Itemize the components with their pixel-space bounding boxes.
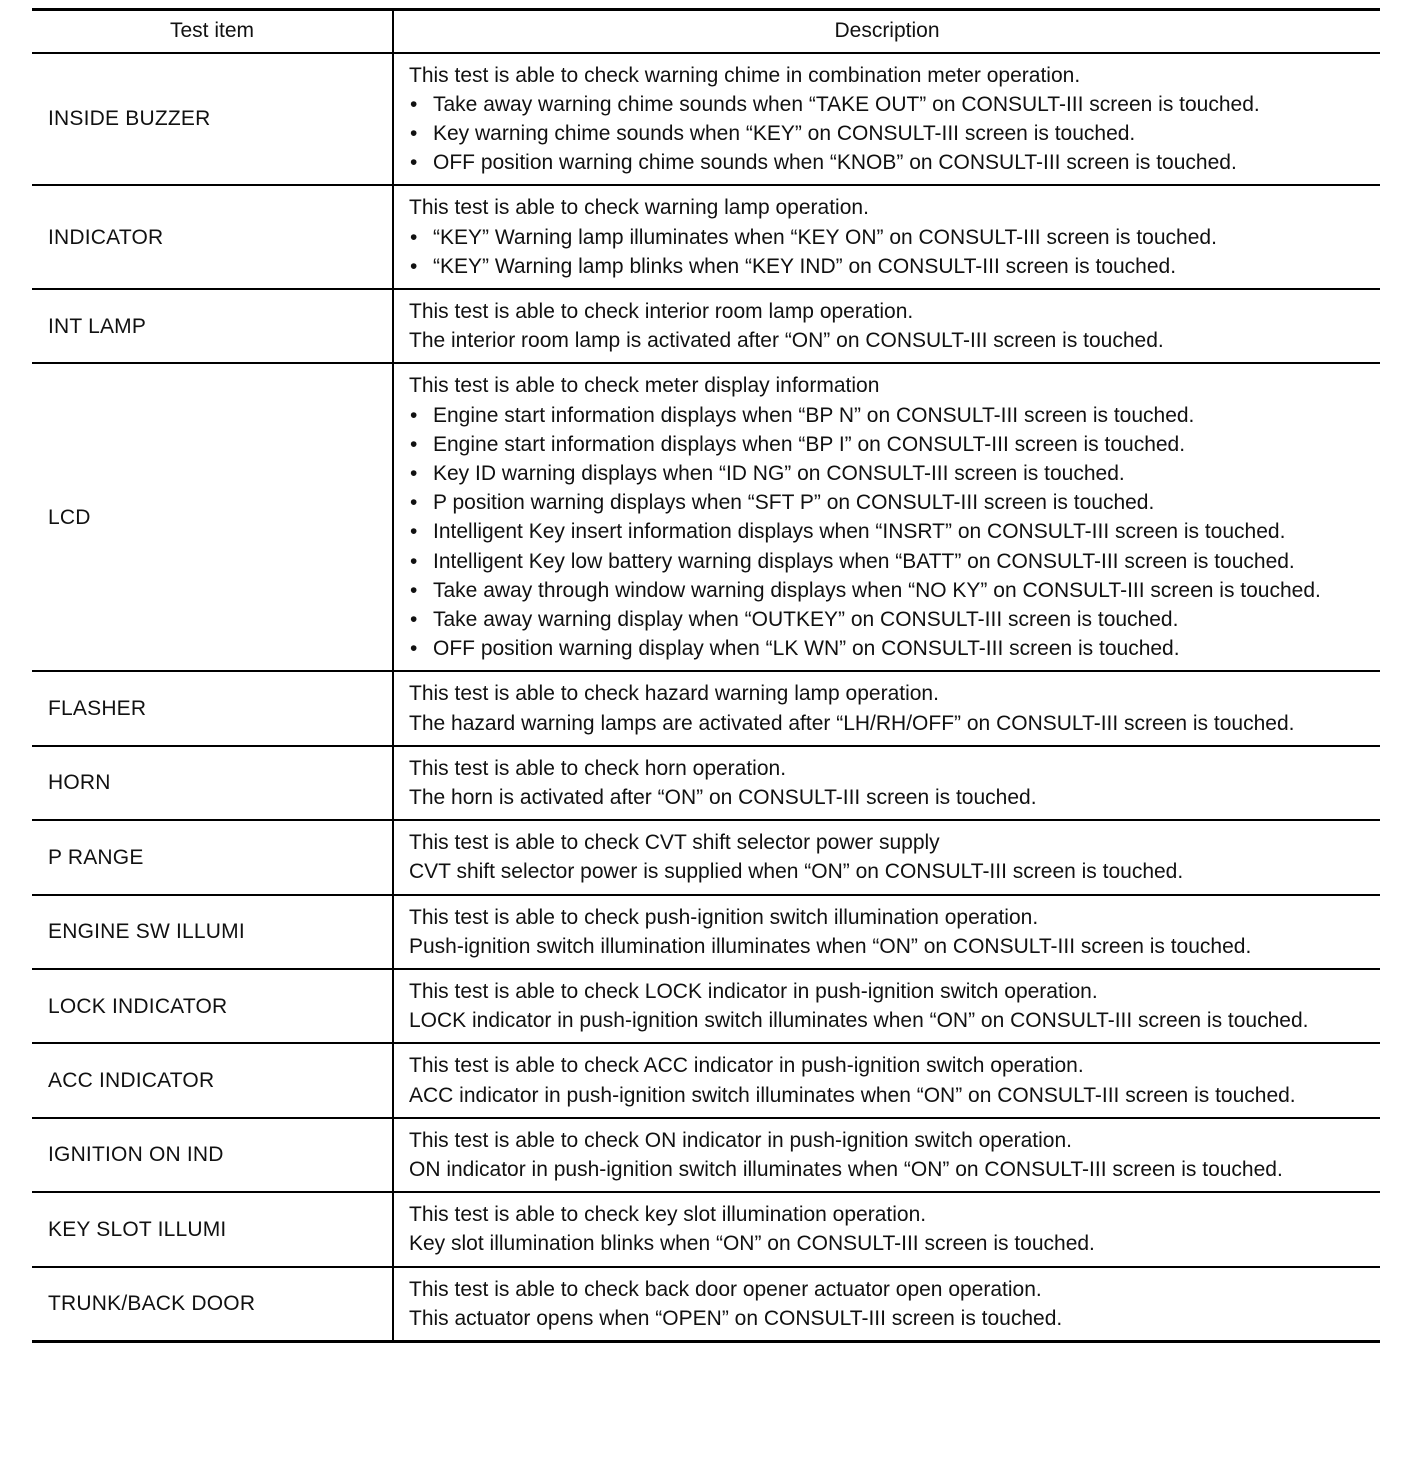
table-row xyxy=(32,363,1380,671)
test-item-cell: TRUNK/BACK DOOR xyxy=(32,1267,393,1342)
table-row xyxy=(32,53,1380,186)
description-bullet-item: • Engine start information displays when “BP N” on CONSULT-III screen is touched. xyxy=(409,401,1374,430)
table-row xyxy=(32,969,1380,1043)
test-item-cell: LOCK INDICATOR xyxy=(32,969,393,1043)
description-bullet-item: • Key ID warning displays when “ID NG” on CONSULT-III screen is touched. xyxy=(409,459,1374,488)
description-line: This test is able to check push-ignition switch illumination operation. xyxy=(409,905,1039,929)
description-cell xyxy=(393,53,1380,186)
description-line: This actuator opens when “OPEN” on CONSULT-III screen is touched. xyxy=(409,1306,1063,1330)
description-line: This test is able to check interior room lamp operation. xyxy=(409,299,914,323)
table-body xyxy=(32,53,1380,1342)
test-item-cell: INT LAMP xyxy=(32,289,393,363)
description-bullet-item: • Take away warning chime sounds when “TAKE OUT” on CONSULT-III screen is touched. xyxy=(409,90,1374,119)
description-bullet-item: • Take away warning display when “OUTKEY” on CONSULT-III screen is touched. xyxy=(409,605,1374,634)
test-item-cell: LCD xyxy=(32,363,393,671)
test-item-cell: ACC INDICATOR xyxy=(32,1043,393,1117)
test-item-cell: FLASHER xyxy=(32,671,393,745)
description-cell xyxy=(393,1192,1380,1266)
description-line: This test is able to check ACC indicator in push-ignition switch operation. xyxy=(409,1054,1084,1078)
table-row xyxy=(32,820,1380,894)
table-header xyxy=(32,10,1380,53)
header-row xyxy=(32,10,1380,53)
description-bullet-item: • Intelligent Key low battery warning displays when “BATT” on CONSULT-III screen is touched. xyxy=(409,547,1374,576)
description-bullet-item: • “KEY” Warning lamp blinks when “KEY IND” on CONSULT-III screen is touched. xyxy=(409,252,1374,281)
description-line: This test is able to check warning lamp operation. xyxy=(409,196,869,220)
table-row xyxy=(32,671,1380,745)
description-cell xyxy=(393,363,1380,671)
test-item-cell: KEY SLOT ILLUMI xyxy=(32,1192,393,1266)
description-line: This test is able to check LOCK indicator in push-ignition switch operation. xyxy=(409,979,1098,1003)
description-cell xyxy=(393,820,1380,894)
description-bullet-item: • OFF position warning chime sounds when “KNOB” on CONSULT-III screen is touched. xyxy=(409,148,1374,177)
active-test-table xyxy=(32,8,1380,1343)
test-item-cell: INDICATOR xyxy=(32,185,393,289)
description-bullet-item: • Take away through window warning displays when “NO KY” on CONSULT-III screen is touched. xyxy=(409,576,1374,605)
table-row xyxy=(32,289,1380,363)
table-row xyxy=(32,1192,1380,1266)
description-line: CVT shift selector power is supplied when “ON” on CONSULT-III screen is touched. xyxy=(409,860,1184,884)
description-cell xyxy=(393,671,1380,745)
description-cell xyxy=(393,185,1380,289)
description-cell xyxy=(393,746,1380,820)
table-row xyxy=(32,746,1380,820)
description-line: This test is able to check hazard warning lamp operation. xyxy=(409,682,939,706)
description-line: This test is able to check ON indicator in push-ignition switch operation. xyxy=(409,1128,1072,1152)
description-line: This test is able to check key slot illumination operation. xyxy=(409,1203,927,1227)
description-bullet-item: • Engine start information displays when “BP I” on CONSULT-III screen is touched. xyxy=(409,430,1374,459)
table-row xyxy=(32,1043,1380,1117)
table-row xyxy=(32,1118,1380,1192)
test-item-cell: ENGINE SW ILLUMI xyxy=(32,895,393,969)
description-bullet-item: • “KEY” Warning lamp illuminates when “KEY ON” on CONSULT-III screen is touched. xyxy=(409,223,1374,252)
description-line: This test is able to check warning chime in combination meter operation. xyxy=(409,63,1081,87)
description-bullet-item: • OFF position warning display when “LK WN” on CONSULT-III screen is touched. xyxy=(409,634,1374,663)
test-item-cell: P RANGE xyxy=(32,820,393,894)
description-cell xyxy=(393,1267,1380,1342)
description-line: This test is able to check back door opener actuator open operation. xyxy=(409,1277,1042,1301)
test-item-cell: INSIDE BUZZER xyxy=(32,53,393,186)
description-cell xyxy=(393,289,1380,363)
description-line: This test is able to check horn operation. xyxy=(409,756,787,780)
description-line: ON indicator in push-ignition switch illuminates when “ON” on CONSULT-III screen is touched. xyxy=(409,1158,1283,1181)
test-item-cell: IGNITION ON IND xyxy=(32,1118,393,1192)
table-row xyxy=(32,895,1380,969)
description-cell xyxy=(393,969,1380,1043)
description-bullet-item: • Intelligent Key insert information displays when “INSRT” on CONSULT-III screen is touched. xyxy=(409,517,1374,546)
description-line: ACC indicator in push-ignition switch illuminates when “ON” on CONSULT-III screen is touched. xyxy=(409,1083,1296,1107)
column-header-test-item: Test item xyxy=(32,10,393,53)
description-cell xyxy=(393,1043,1380,1117)
test-item-cell: HORN xyxy=(32,746,393,820)
table-row xyxy=(32,185,1380,289)
description-line: The horn is activated after “ON” on CONSULT-III screen is touched. xyxy=(409,785,1037,809)
description-bullet-item: • Key warning chime sounds when “KEY” on CONSULT-III screen is touched. xyxy=(409,119,1374,148)
column-header-description: Description xyxy=(393,10,1380,53)
description-line: The interior room lamp is activated after “ON” on CONSULT-III screen is touched. xyxy=(409,329,1164,353)
description-line: LOCK indicator in push-ignition switch illuminates when “ON” on CONSULT-III screen is touched. xyxy=(409,1009,1309,1033)
description-line: Key slot illumination blinks when “ON” on CONSULT-III screen is touched. xyxy=(409,1232,1095,1256)
description-line: Push-ignition switch illumination illuminates when “ON” on CONSULT-III screen is touched. xyxy=(409,934,1252,958)
description-bullet-item: • P position warning displays when “SFT P” on CONSULT-III screen is touched. xyxy=(409,488,1374,517)
description-line: This test is able to check meter display information xyxy=(409,374,880,398)
description-cell xyxy=(393,895,1380,969)
description-line: The hazard warning lamps are activated after “LH/RH/OFF” on CONSULT-III screen is touched. xyxy=(409,711,1295,735)
table-row xyxy=(32,1267,1380,1342)
description-cell xyxy=(393,1118,1380,1192)
description-line: This test is able to check CVT shift selector power supply xyxy=(409,831,940,855)
